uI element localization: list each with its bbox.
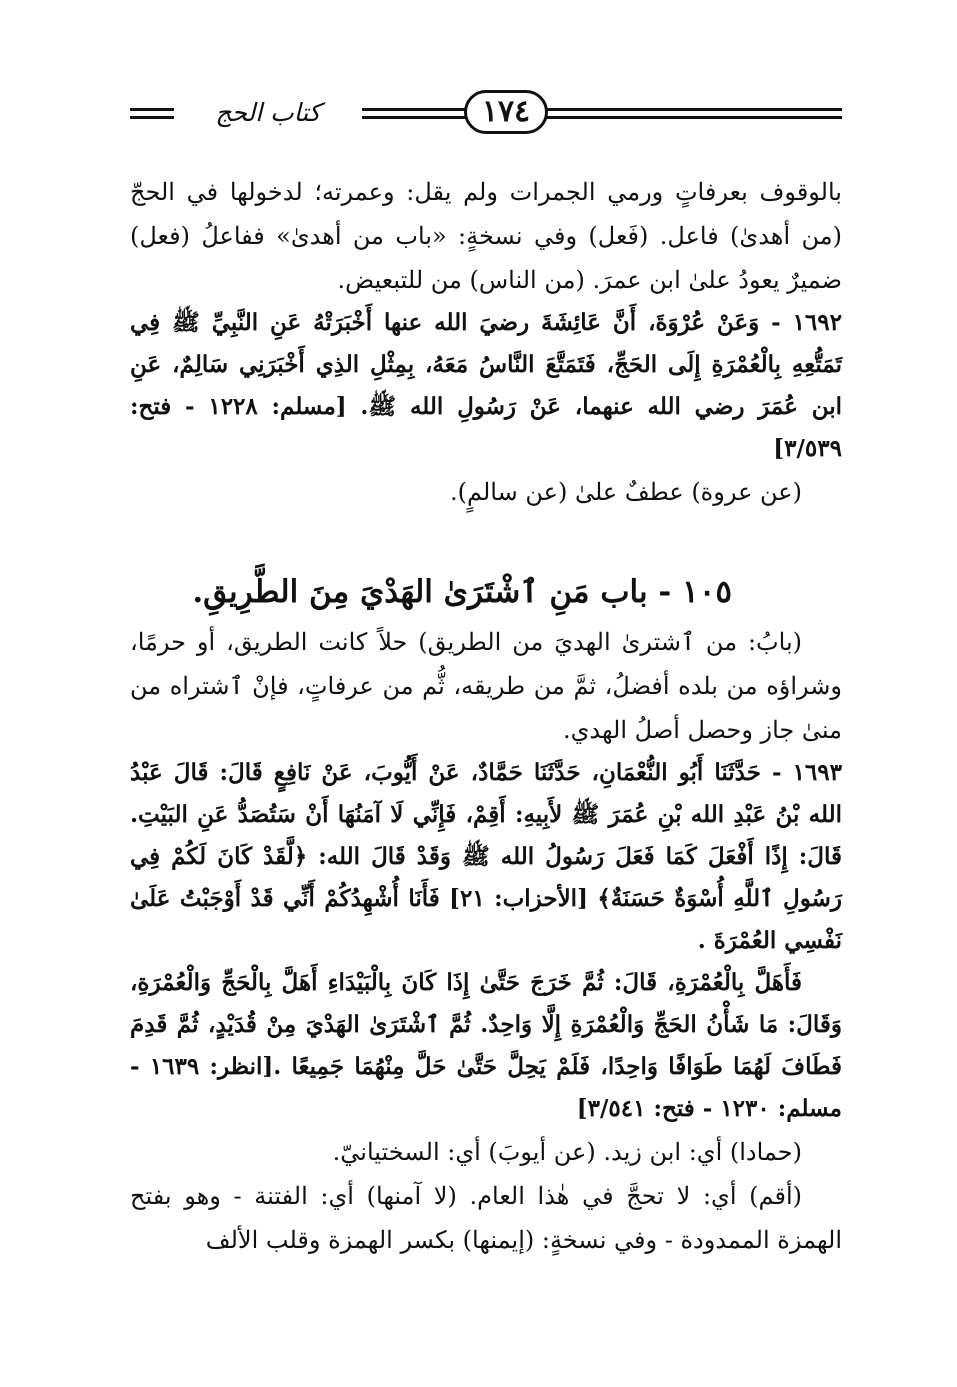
header-rule-left [130,108,174,119]
commentary-paragraph: (عن عروة) عطفٌ علىٰ (عن سالمٍ). [450,478,802,506]
commentary-paragraph: (بابُ: من ٱشترىٰ الهديَ من الطريق) حلاً كانت الطريق، أو حرمًا، وشراؤه من بلده أفضلُ، ثمَّ من طريقه، ثُّم من عرفاتٍ، فإنْ ٱشتراه من منىٰ جاز وحصل أصلُ الهدي. [130,628,842,744]
hadith-paragraph: ١٦٩٣ - حَدَّثَنَا أَبُو النُّعْمَانِ، حَدَّثَنَا حَمَّادٌ، عَنْ أَيُّوبَ، عَنْ نَافِعٍ قَالَ: قَالَ عَبْدُ الله بْنُ عَبْدِ الله بْنِ عُمَرَ ﷺ لأَبِيهِ: أَقِمْ، فَإِنِّي لَا آمَنُهَا أَنْ سَتُصَدُّ عَنِ البَيْتِ. قَالَ: إِذًا أَفْعَلَ كَمَا فَعَلَ رَسُولُ الله ﷺ وَقَدْ قَالَ الله: ﴿لَّقَدْ كَانَ لَكُمْ فِي رَسُولِ ٱللَّهِ أُسْوَةٌ حَسَنَةٌ﴾ [الأحزاب: ٢١] فَأَنَا أُشْهِدُكُمْ أَنِّي قَدْ أَوْجَبْتُ عَلَىٰ نَفْسِي العُمْرَةَ . [130,759,842,954]
book-title: كتاب الحج [215,97,321,127]
hadith-paragraph: ١٦٩٢ - وَعَنْ عُرْوَةَ، أَنَّ عَائِشَةَ رضيَ الله عنها أَخْبَرَتْهُ عَنِ النَّبِيِّ ﷺ فِي تَمَتُّعِهِ بِالْعُمْرَةِ إِلَى الحَجِّ، فَتَمَتَّعَ النَّاسُ مَعَهُ، بِمِثْلِ الذِي أَخْبَرَنِي سَالِمٌ، عَنِ ابن عُمَرَ رضي الله عنهما، عَنْ رَسُولِ الله ﷺ. [مسلم: ١٢٢٨ - فتح: ٣/٥٣٩] [130,309,842,462]
page-header [130,86,842,144]
header-rule-right [546,108,842,119]
commentary-paragraph: بالوقوف بعرفاتٍ ورمي الجمرات ولم يقل: وعمرته؛ لدخولها في الحجّ (من أهدىٰ) فاعل. (فَعل) وفي نسخةٍ: «باب من أهدىٰ» ففاعلُ (فعل) ضميرٌ يعودُ علىٰ ابن عمرَ. (من الناس) من للتبعيض. [130,178,842,294]
chapter-heading: ١٠٥ - باب مَنِ ٱشْتَرَىٰ الهَدْيَ مِنَ الطَّرِيقِ. [192,574,732,610]
commentary-paragraph: (حمادا) أي: ابن زيد. (عن أيوبَ) أي: السختيانيّ. [332,1138,802,1166]
header-rule-middle [362,108,466,119]
commentary-paragraph: (أقم) أي: لا تحجَّ في هٰذا العام. (لا آمنها) أي: الفتنة - وهو بفتح الهمزة الممدودة - وفي نسخةٍ: (إيمنها) بكسر الهمزة وقلب الألف [130,1182,842,1254]
page-content [130,170,842,1262]
page [130,86,842,1262]
hadith-paragraph: فَأَهَلَّ بِالْعُمْرَةِ، قَالَ: ثُمَّ خَرَجَ حَتَّىٰ إِذَا كَانَ بِالْبَيْدَاءِ أَهَلَّ بِالْحَجِّ وَالْعُمْرَةِ، وَقَالَ: مَا شَأْنُ الحَجِّ وَالْعُمْرَةِ إِلَّا وَاحِدٌ. ثُمَّ ٱشْتَرَىٰ الهَدْيَ مِنْ قُدَيْدٍ، ثُمَّ قَدِمَ فَطَافَ لَهُمَا طَوَافًا وَاحِدًا، فَلَمْ يَحِلَّ حَتَّىٰ حَلَّ مِنْهُمَا جَمِيعًا .[انظر: ١٦٣٩ - مسلم: ١٢٣٠ - فتح: ٣/٥٤١] [130,969,843,1122]
page-number: ١٧٤ [464,90,548,134]
